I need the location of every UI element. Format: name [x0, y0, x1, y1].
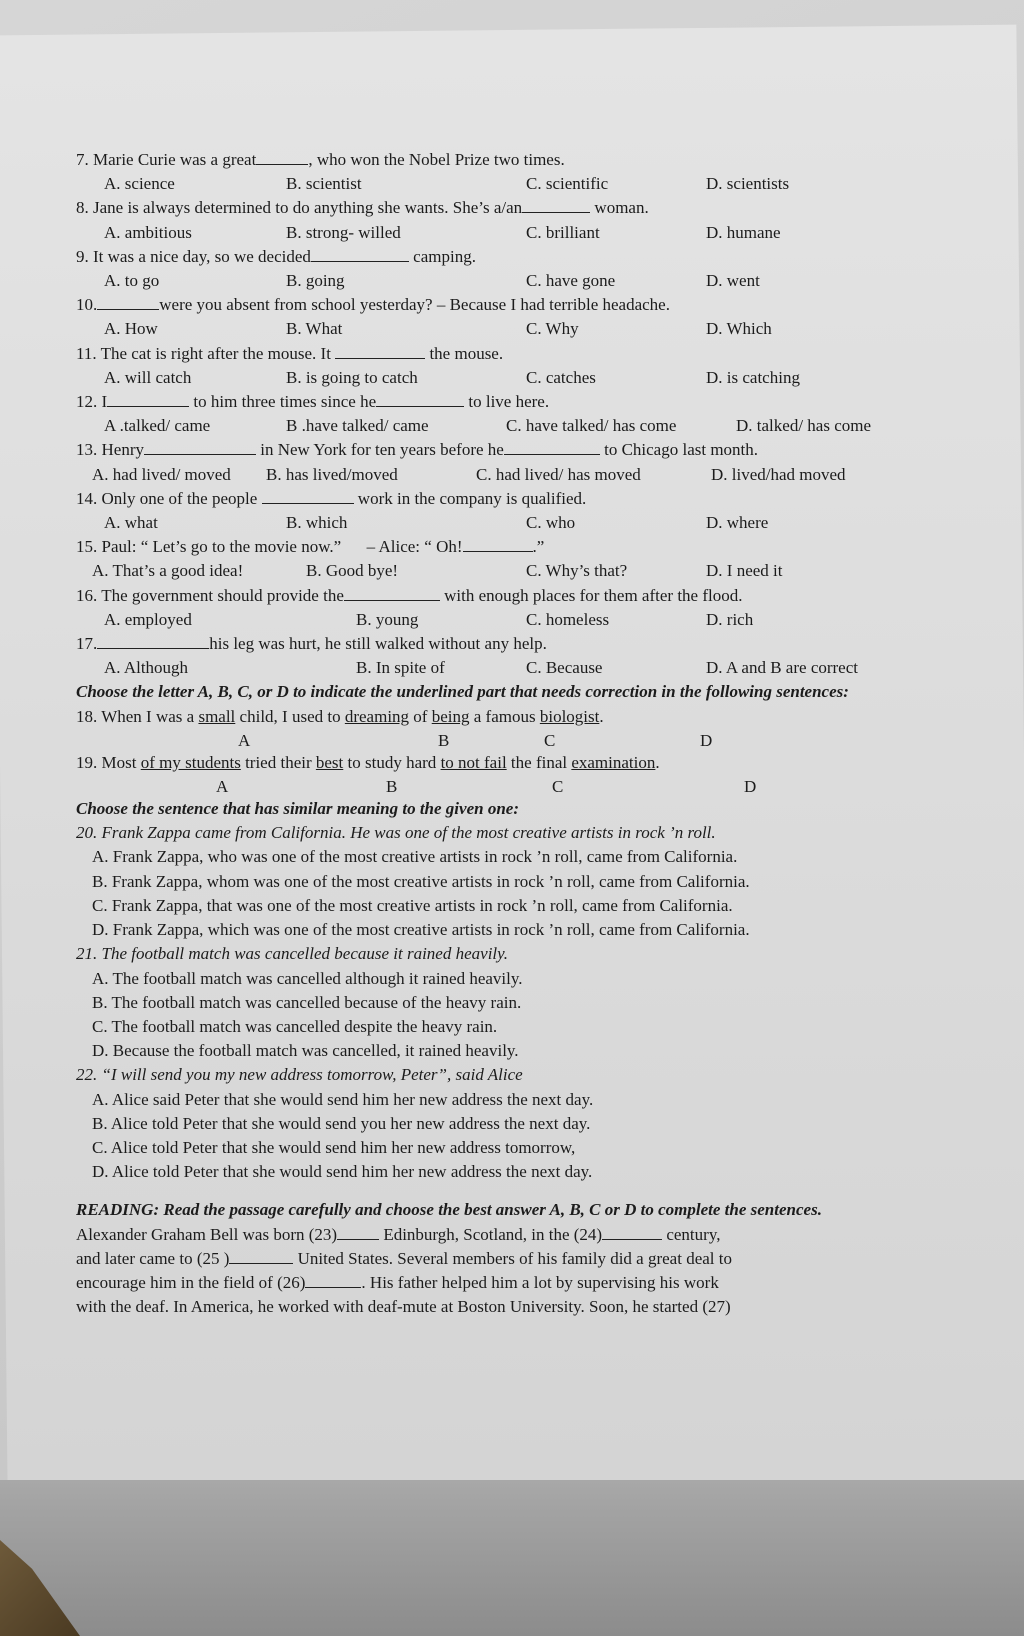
- option-a: A. what: [104, 513, 158, 533]
- q20-option-c: C. Frank Zappa, that was one of the most creative artists in rock ’n roll, came from California.: [92, 895, 733, 915]
- blank-23: [337, 1225, 379, 1240]
- blank-25: [229, 1249, 293, 1264]
- instruction-error-correction: Choose the letter A, B, C, or D to indicate the underlined part that needs correction in the following sentences:: [76, 682, 849, 702]
- letter-a: A: [216, 777, 229, 797]
- question-17: 17. his leg was hurt, he still walked without any help.: [76, 634, 547, 654]
- option-c: C. homeless: [526, 609, 610, 629]
- option-c: C. have gone: [526, 271, 616, 291]
- option-a: A. will catch: [104, 367, 192, 387]
- passage-line-3: encourage him in the field of (26) . His father helped him a lot by supervising his work: [76, 1272, 719, 1292]
- table-surface: [0, 1480, 1024, 1636]
- question-11: 11. The cat is right after the mouse. It the mouse.: [76, 343, 504, 363]
- passage-line-2: and later came to (25 ) United States. Several members of his family did a great deal to: [76, 1248, 732, 1268]
- q21-option-a: A. The football match was cancelled although it rained heavily.: [92, 968, 523, 988]
- q21-option-c: C. The football match was cancelled despite the heavy rain.: [92, 1016, 498, 1036]
- letter-b: B: [386, 777, 398, 797]
- question-7: 7. Marie Curie was a great , who won the Nobel Prize two times.: [76, 150, 565, 169]
- question-19: 19. Most of my students tried their best to study hard to not fail the final examination.: [76, 752, 660, 772]
- reading-passage: [76, 1223, 946, 1320]
- option-d: D. rich: [706, 609, 754, 629]
- option-b: B. which: [286, 513, 348, 533]
- option-b: B. has lived/moved: [266, 464, 398, 484]
- q22-option-d: D. Alice told Peter that she would send him her new address the next day.: [92, 1162, 593, 1182]
- answer-blank: [107, 392, 189, 407]
- answer-blank: [463, 537, 533, 552]
- answer-blank: [97, 295, 159, 310]
- option-c: C. Why: [526, 319, 579, 339]
- options-7: [76, 172, 946, 196]
- option-c: C. Why’s that?: [526, 561, 628, 581]
- underlined-part-a: of my students: [140, 752, 241, 772]
- answer-blank: [262, 489, 354, 504]
- letter-d: D: [744, 777, 757, 797]
- q20-option-b: B. Frank Zappa, whom was one of the most creative artists in rock ’n roll, came from California.: [92, 871, 750, 891]
- underlined-part-a: small: [198, 706, 236, 726]
- answer-blank: [97, 634, 209, 649]
- exam-content: [76, 148, 946, 1319]
- q22-option-a: A. Alice said Peter that she would send him her new address the next day.: [92, 1089, 594, 1109]
- question-10: 10. were you absent from school yesterday? – Because I had terrible headache.: [76, 295, 670, 315]
- options-16: [76, 608, 946, 632]
- letter-c: C: [552, 777, 564, 797]
- answer-blank: [504, 440, 600, 455]
- options-14: [76, 511, 946, 535]
- option-c: C. catches: [526, 367, 596, 387]
- letter-b: B: [438, 730, 450, 750]
- answer-blank: [256, 150, 308, 165]
- option-b: B. In spite of: [356, 658, 445, 678]
- question-20-prompt: 20. Frank Zappa came from California. He was one of the most creative artists in rock ’n roll.: [76, 823, 716, 843]
- q22-option-b: B. Alice told Peter that she would send you her new address the next day.: [92, 1113, 591, 1133]
- blank-24: [602, 1225, 662, 1240]
- question-12: 12. I to him three times since he to live here.: [76, 392, 550, 412]
- option-d: D. lived/had moved: [711, 464, 846, 484]
- option-d: D. went: [706, 271, 760, 291]
- q20-option-a: A. Frank Zappa, who was one of the most creative artists in rock ’n roll, came from California.: [92, 847, 738, 867]
- letter-a: A: [238, 730, 251, 750]
- underlined-part-d: biologist: [539, 706, 600, 726]
- options-15: [76, 559, 946, 583]
- option-a: A. How: [104, 319, 158, 339]
- option-a: A. to go: [104, 271, 160, 291]
- options-13: [76, 463, 946, 487]
- option-c: C. Because: [526, 658, 603, 678]
- q22-option-c: C. Alice told Peter that she would send him her new address tomorrow,: [92, 1137, 576, 1157]
- option-a: A. had lived/ moved: [92, 464, 231, 484]
- answer-blank: [522, 198, 590, 213]
- option-b: B .have talked/ came: [286, 416, 429, 436]
- question-9: 9. It was a nice day, so we decided camping.: [76, 246, 476, 266]
- question-16: 16. The government should provide the with enough places for them after the flood.: [76, 585, 743, 605]
- underlined-part-b: dreaming: [344, 706, 410, 726]
- answer-blank: [376, 392, 464, 407]
- option-b: B. Good bye!: [306, 561, 399, 581]
- option-c: C. have talked/ has come: [506, 416, 677, 436]
- options-9: [76, 269, 946, 293]
- question-21-prompt: 21. The football match was cancelled because it rained heavily.: [76, 944, 508, 964]
- option-d: D. where: [706, 513, 769, 533]
- instruction-similar-meaning: Choose the sentence that has similar meaning to the given one:: [76, 799, 519, 819]
- answer-blank: [335, 344, 425, 359]
- option-b: B. young: [356, 609, 419, 629]
- option-d: D. is catching: [706, 367, 800, 387]
- q21-option-b: B. The football match was cancelled because of the heavy rain.: [92, 992, 522, 1012]
- spacer: [76, 1184, 946, 1198]
- letters-18: [76, 729, 946, 751]
- option-c: C. had lived/ has moved: [476, 464, 641, 484]
- option-d: D. A and B are correct: [706, 658, 858, 678]
- option-d: D. Which: [706, 319, 772, 339]
- q21-option-d: D. Because the football match was cancelled, it rained heavily.: [92, 1041, 519, 1061]
- question-15: 15. Paul: “ Let’s go to the movie now.” – Alice: “ Oh! .”: [76, 537, 545, 557]
- option-d: D. I need it: [706, 561, 783, 581]
- options-17: [76, 656, 946, 680]
- option-b: B. scientist: [286, 174, 362, 194]
- option-b: B. going: [286, 271, 345, 291]
- option-b: B. strong- willed: [286, 222, 401, 242]
- option-a: A .talked/ came: [104, 416, 211, 436]
- option-a: A. Although: [104, 658, 189, 678]
- option-a: A. That’s a good idea!: [92, 561, 244, 581]
- option-c: C. scientific: [526, 174, 609, 194]
- options-11: [76, 366, 946, 390]
- letters-19: [76, 775, 946, 797]
- instruction-reading: READING: Read the passage carefully and choose the best answer A, B, C or D to complete the sentences.: [76, 1200, 822, 1220]
- q20-option-d: D. Frank Zappa, which was one of the most creative artists in rock ’n roll, came from California.: [92, 920, 750, 940]
- answer-blank: [344, 586, 440, 601]
- option-b: B. is going to catch: [286, 367, 418, 387]
- underlined-part-d: examination: [571, 752, 656, 772]
- option-a: A. ambitious: [104, 222, 192, 242]
- passage-line-4: with the deaf. In America, he worked with deaf-mute at Boston University. Soon, he started (27): [76, 1297, 731, 1317]
- option-d: D. talked/ has come: [736, 416, 872, 436]
- blank-26: [305, 1273, 361, 1288]
- answer-blank: [311, 247, 409, 262]
- answer-blank: [144, 440, 256, 455]
- underlined-part-c: being: [431, 706, 470, 726]
- passage-line-1: Alexander Graham Bell was born (23) Edinburgh, Scotland, in the (24) century,: [76, 1224, 721, 1244]
- option-b: B. What: [286, 319, 343, 339]
- letter-d: D: [700, 730, 713, 750]
- options-12: [76, 414, 946, 438]
- underlined-part-c: to not fail: [440, 752, 507, 772]
- question-13: 13. Henry in New York for ten years before he to Chicago last month.: [76, 440, 759, 460]
- option-c: C. brilliant: [526, 222, 600, 242]
- question-18: 18. When I was a small child, I used to dreaming of being a famous biologist.: [76, 706, 604, 726]
- options-8: [76, 221, 946, 245]
- options-10: [76, 317, 946, 341]
- underlined-part-b: best: [315, 752, 344, 772]
- question-22-prompt: 22. “I will send you my new address tomorrow, Peter”, said Alice: [76, 1065, 523, 1085]
- letter-c: C: [544, 730, 556, 750]
- question-14: 14. Only one of the people work in the company is qualified.: [76, 488, 587, 508]
- option-d: D. humane: [706, 222, 781, 242]
- option-a: A. science: [104, 174, 175, 194]
- question-8: 8. Jane is always determined to do anything she wants. She’s a/an woman.: [76, 198, 649, 218]
- option-c: C. who: [526, 513, 576, 533]
- option-d: D. scientists: [706, 174, 790, 194]
- option-a: A. employed: [104, 609, 192, 629]
